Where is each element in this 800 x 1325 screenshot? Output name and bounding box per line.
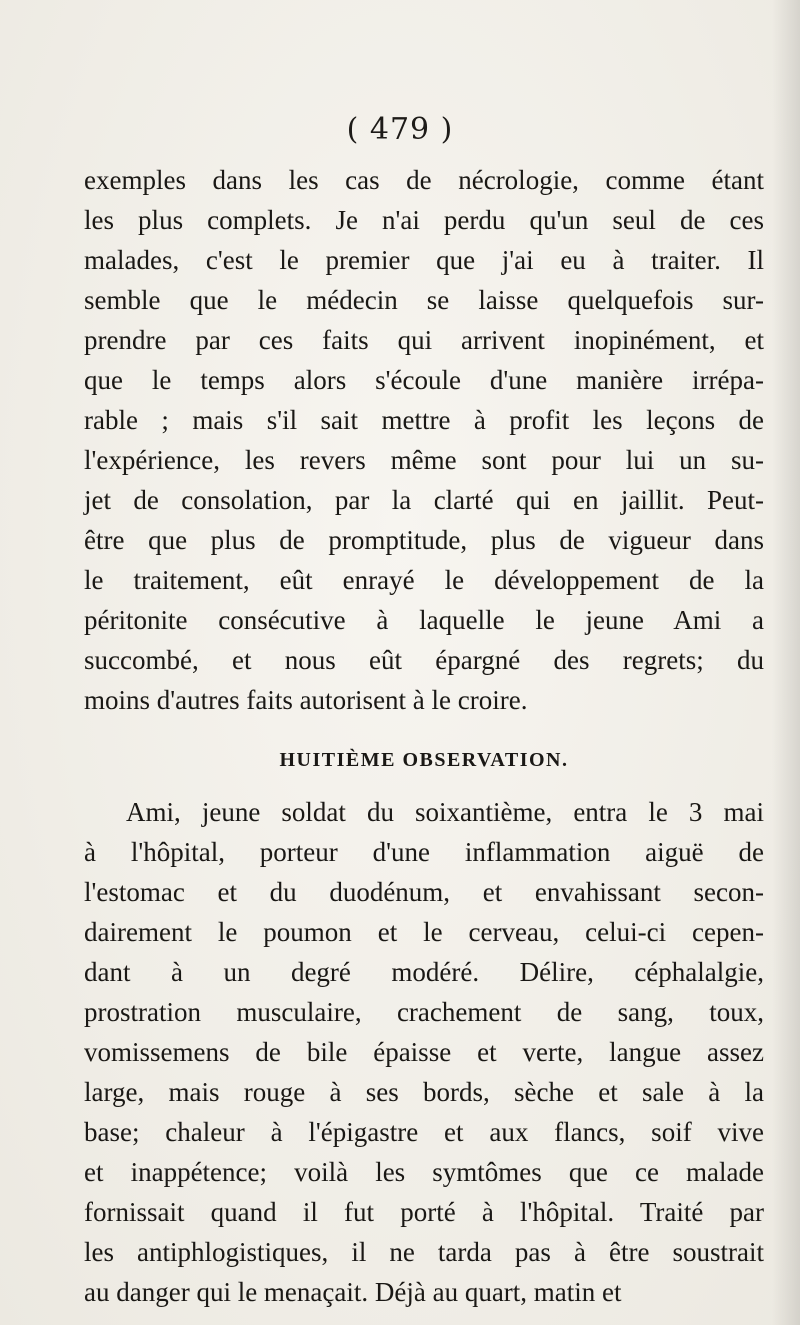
text-line: jet de consolation, par la clarté qui en jaillit. Peut- [84,485,764,515]
text-line: base; chaleur à l'épigastre et aux flancs, soif vive [84,1117,764,1147]
text-line: le traitement, eût enrayé le développement de la [84,565,764,595]
text-line: les antiphlogistiques, il ne tarda pas à être soustrait [84,1237,764,1267]
text-line: à l'hôpital, porteur d'une inflammation aiguë de [84,837,764,867]
page-number: ( 479 ) [346,112,454,147]
section-heading: HUITIÈME OBSERVATION. [279,749,569,771]
text-line: exemples dans les cas de nécrologie, comme étant [84,165,764,195]
text-line: que le temps alors s'écoule d'une manière irrépa- [84,365,764,395]
text-line: rable ; mais s'il sait mettre à profit les leçons de [84,405,764,435]
text-line: vomissemens de bile épaisse et verte, langue assez [84,1037,764,1067]
text-line: prendre par ces faits qui arrivent inopinément, et [84,325,764,355]
paragraph-necrology [84,160,764,720]
text-line: dant à un degré modéré. Délire, céphalalgie, [84,957,764,987]
text-line: succombé, et nous eût épargné des regrets; du [84,645,764,675]
text-line: prostration musculaire, crachement de sang, toux, [84,997,764,1027]
text-line: être que plus de promptitude, plus de vigueur dans [84,525,764,555]
page-body [84,160,764,1312]
text-line: large, mais rouge à ses bords, sèche et sale à la [84,1077,764,1107]
text-line: dairement le poumon et le cerveau, celui-ci cepen- [84,917,764,947]
text-line: péritonite consécutive à laquelle le jeune Ami a [84,605,764,635]
paragraph-observation [84,792,764,1312]
text-line: semble que le médecin se laisse quelquefois sur- [84,285,764,315]
text-line: au danger qui le menaçait. Déjà au quart, matin et [84,1277,622,1307]
text-line: et inappétence; voilà les symtômes que ce malade [84,1157,764,1187]
text-line: Ami, jeune soldat du soixantième, entra le 3 mai [126,797,764,827]
text-line: l'estomac et du duodénum, et envahissant secon- [84,877,764,907]
text-line: l'expérience, les revers même sont pour lui un su- [84,445,764,475]
text-line: malades, c'est le premier que j'ai eu à traiter. Il [84,245,764,275]
text-line: moins d'autres faits autorisent à le croire. [84,685,528,715]
text-line: les plus complets. Je n'ai perdu qu'un seul de ces [84,205,764,235]
text-line: fornissait quand il fut porté à l'hôpital. Traité par [84,1197,764,1227]
